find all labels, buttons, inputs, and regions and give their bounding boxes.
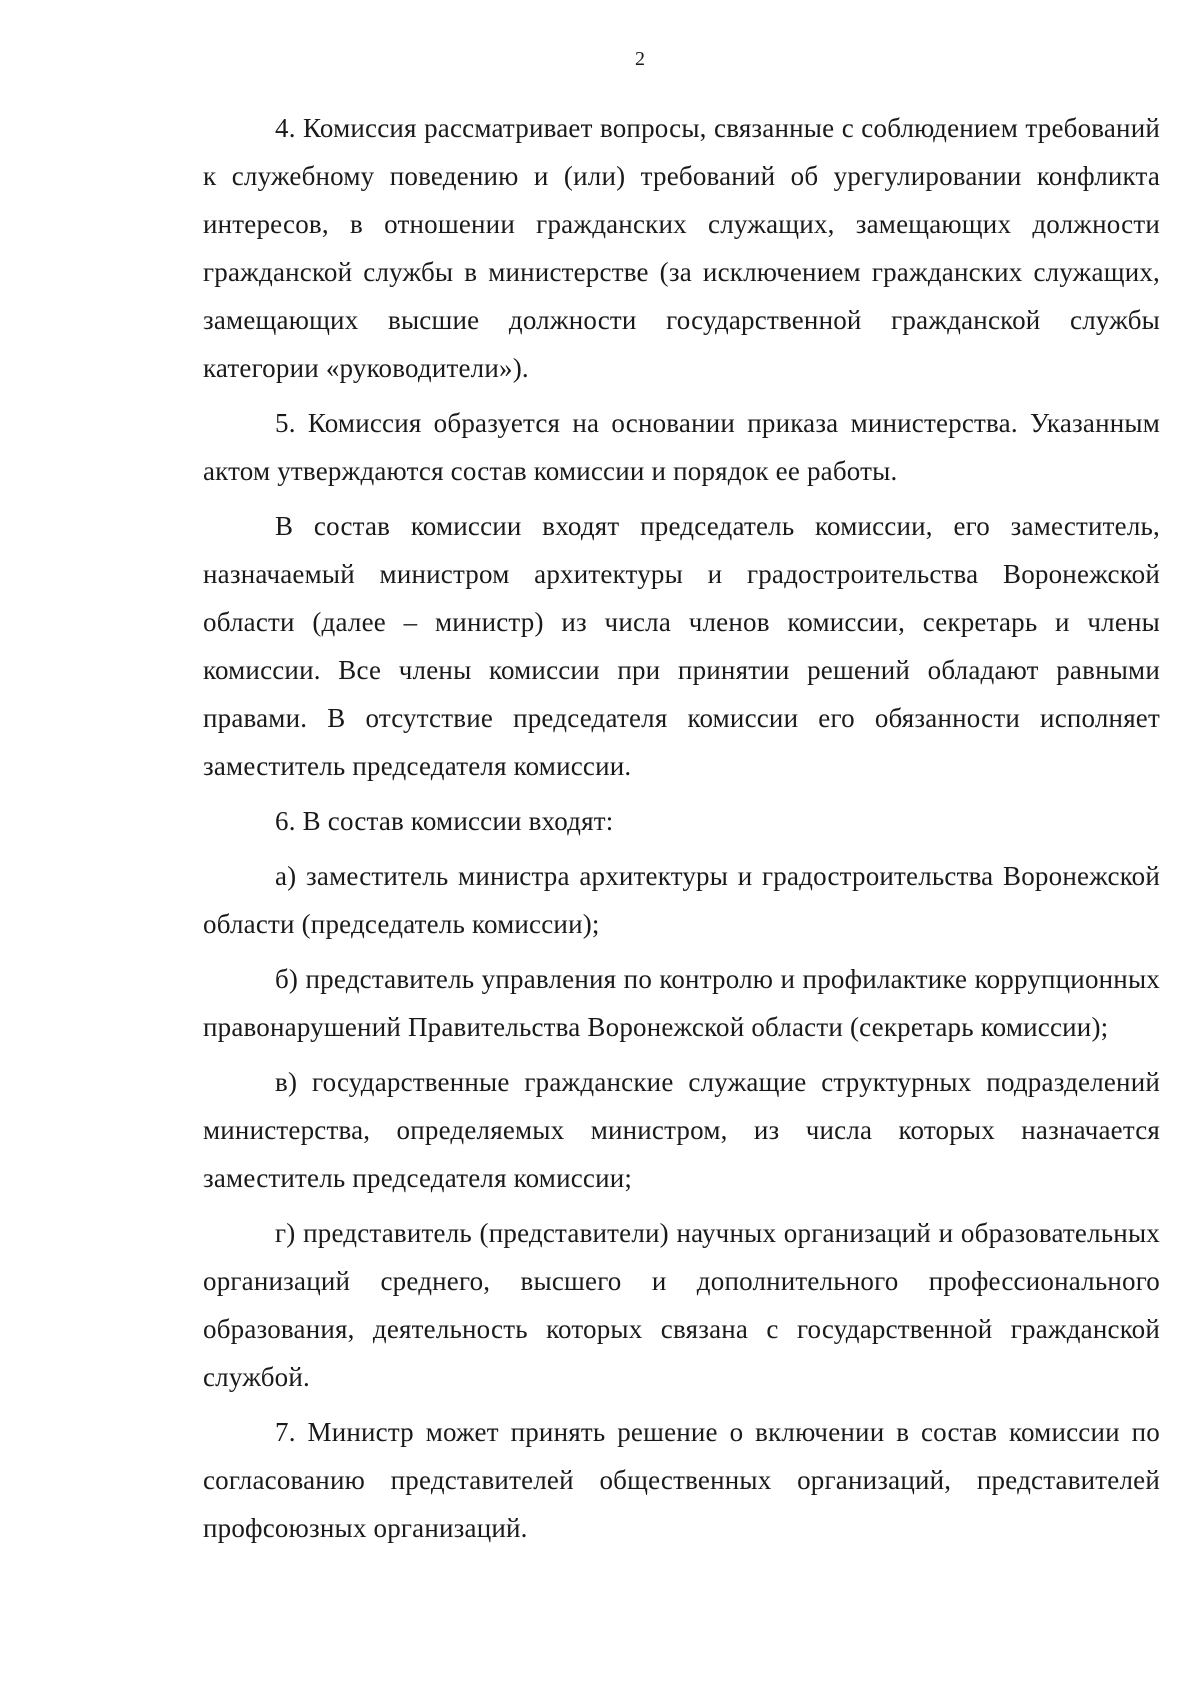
paragraph-7: 7. Министр может принять решение о включении в состав комиссии по согласованию представителей общественных организаций, представителей профсоюзных организаций. [203, 1417, 1160, 1543]
paragraph-5-composition: В состав комиссии входят председатель комиссии, его заместитель, назначаемый министром архитектуры и градостроительства Воронежской области (далее – министр) из числа членов комиссии, секретарь и члены комиссии. Все члены комиссии при принятии решений обладают равными правами. В отсутствие председателя комиссии его обязанности исполняет заместитель председателя комиссии. [203, 511, 1160, 781]
document-body [203, 104, 1160, 1559]
list-item-v: в) государственные гражданские служащие структурных подразделений министерства, определяемых министром, из числа которых назначается заместитель председателя комиссии; [203, 1067, 1160, 1193]
list-item-b: б) представитель управления по контролю и профилактике коррупционных правонарушений Правительства Воронежской области (секретарь комиссии); [203, 964, 1160, 1042]
paragraph-4: 4. Комиссия рассматривает вопросы, связанные с соблюдением требований к служебному поведению и (или) требований об урегулировании конфликта интересов, в отношении гражданских служащих, замещающих должности гражданской службы в министерстве (за исключением гражданских служащих, замещающих высшие должности государственной гражданской службы категории «руководители»). [203, 113, 1160, 383]
page-number: 2 [635, 48, 645, 70]
paragraph-5: 5. Комиссия образуется на основании приказа министерства. Указанным актом утверждаются состав комиссии и порядок ее работы. [203, 408, 1160, 486]
paragraph-6: 6. В состав комиссии входят: [275, 806, 614, 836]
list-item-a: а) заместитель министра архитектуры и градостроительства Воронежской области (председатель комиссии); [203, 861, 1160, 939]
list-item-g: г) представитель (представители) научных организаций и образовательных организаций среднего, высшего и дополнительного профессионального образования, деятельность которых связана с государственной гражданской службой. [203, 1218, 1160, 1392]
